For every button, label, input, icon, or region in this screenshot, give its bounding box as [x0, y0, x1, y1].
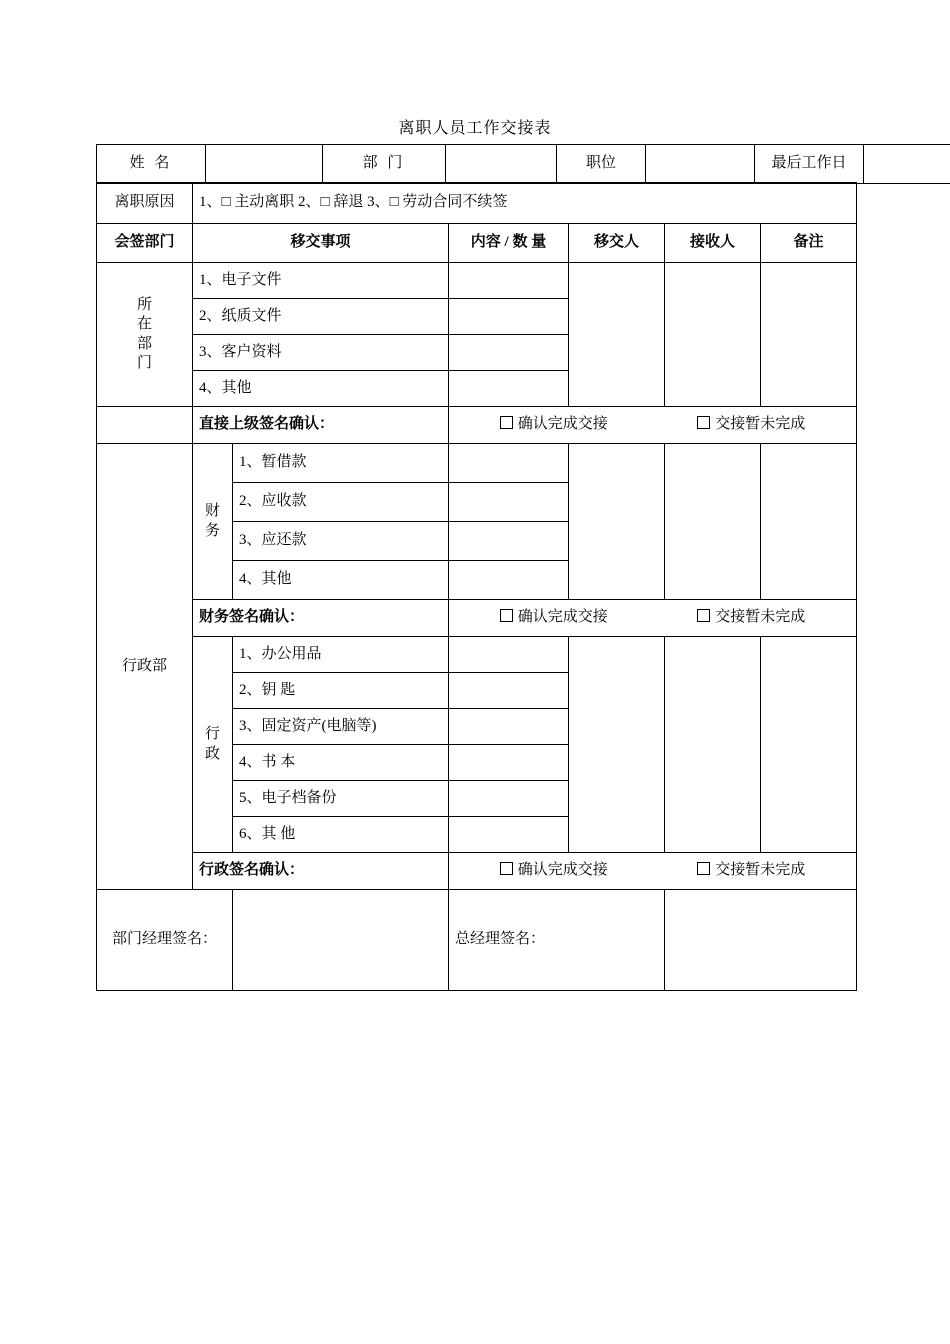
subsection-label-finance-char-1: 财: [204, 503, 220, 519]
checkbox-icon[interactable]: [500, 862, 513, 875]
admin-item-1-qty[interactable]: [449, 637, 569, 673]
section-label-department-char-4: 门: [136, 355, 152, 371]
dept-item-2: 2、纸质文件: [193, 299, 449, 335]
col-countersign-dept: 会签部门: [97, 224, 193, 263]
name-value[interactable]: [206, 145, 323, 184]
dept-item-2-qty[interactable]: [449, 299, 569, 335]
general-manager-signature-label: 总经理签名：: [449, 890, 665, 991]
admin-confirm-done[interactable]: [500, 861, 608, 881]
col-content-qty: 内容 / 数 量: [449, 224, 569, 263]
last-work-day-value[interactable]: [864, 145, 950, 184]
finance-confirm-options: [449, 600, 857, 637]
reason-options[interactable]: 1、□ 主动离职 2、□ 辞退 3、□ 劳动合同不续签: [193, 183, 857, 224]
checkbox-icon[interactable]: [697, 862, 710, 875]
section-label-department: [97, 263, 193, 407]
admin-item-5: 5、电子档备份: [233, 781, 449, 817]
table-row-finance-confirm: [97, 600, 857, 637]
section-label-department-char-3: 部: [136, 335, 152, 352]
subsection-label-administration-char-1: 行: [204, 726, 220, 742]
admin-item-4-qty[interactable]: [449, 745, 569, 781]
finance-item-3: 3、应还款: [233, 522, 449, 561]
dept-manager-signature-value[interactable]: [233, 890, 449, 991]
finance-confirm-pending-label: 交接暂未完成: [715, 609, 806, 626]
col-receiver: 接收人: [665, 224, 761, 263]
dept-receiver[interactable]: [665, 263, 761, 407]
name-label: 姓 名: [97, 145, 206, 184]
subsection-label-finance-char-2: 务: [204, 522, 220, 539]
dept-item-1: 1、电子文件: [193, 263, 449, 299]
checkbox-icon[interactable]: [500, 609, 513, 622]
finance-confirm-pending[interactable]: [697, 608, 805, 628]
finance-item-1: 1、暂借款: [233, 444, 449, 483]
dept-item-4-qty[interactable]: [449, 371, 569, 407]
table-row-admin-item: [97, 637, 857, 673]
table-row-column-headers: [97, 224, 857, 263]
admin-confirm-pending-label: 交接暂未完成: [715, 862, 806, 879]
dept-manager-signature-label: 部门经理签名：: [97, 890, 233, 991]
dept-item-3: 3、客户资料: [193, 335, 449, 371]
dept-confirm-label: 直接上级签名确认：: [193, 407, 449, 444]
finance-confirm-label: 财务签名确认：: [193, 600, 449, 637]
dept-confirm-pending-label: 交接暂未完成: [715, 416, 806, 433]
admin-item-6: 6、其 他: [233, 817, 449, 853]
dept-item-3-qty[interactable]: [449, 335, 569, 371]
table-row-reason: [97, 183, 857, 224]
col-handover-person: 移交人: [569, 224, 665, 263]
dept-confirm-pending[interactable]: [697, 415, 805, 435]
checkbox-icon[interactable]: [500, 416, 513, 429]
dept-handover-person[interactable]: [569, 263, 665, 407]
admin-remarks[interactable]: [761, 637, 857, 853]
checkbox-icon[interactable]: [697, 416, 710, 429]
dept-confirm-done-label: 确认完成交接: [517, 416, 608, 433]
handover-form-body: [96, 182, 857, 991]
admin-item-3: 3、固定资产(电脑等): [233, 709, 449, 745]
admin-item-2: 2、钥 匙: [233, 673, 449, 709]
admin-item-3-qty[interactable]: [449, 709, 569, 745]
department-label: 部 门: [323, 145, 446, 184]
finance-item-1-qty[interactable]: [449, 444, 569, 483]
subsection-label-administration-char-2: 政: [204, 745, 220, 762]
dept-item-1-qty[interactable]: [449, 263, 569, 299]
position-label: 职位: [557, 145, 646, 184]
admin-confirm-pending[interactable]: [697, 861, 805, 881]
page-title: 离职人员工作交接表: [398, 120, 552, 137]
finance-item-4: 4、其他: [233, 561, 449, 600]
handover-form-table: [96, 144, 950, 184]
admin-confirm-done-label: 确认完成交接: [517, 862, 608, 879]
reason-label: 离职原因: [97, 183, 193, 224]
finance-confirm-done-label: 确认完成交接: [517, 609, 608, 626]
dept-remarks[interactable]: [761, 263, 857, 407]
admin-item-2-qty[interactable]: [449, 673, 569, 709]
finance-receiver[interactable]: [665, 444, 761, 600]
finance-remarks[interactable]: [761, 444, 857, 600]
department-value[interactable]: [446, 145, 557, 184]
last-work-day-label: 最后工作日: [755, 145, 864, 184]
finance-handover-person[interactable]: [569, 444, 665, 600]
dept-item-4: 4、其他: [193, 371, 449, 407]
finance-item-3-qty[interactable]: [449, 522, 569, 561]
admin-item-1: 1、办公用品: [233, 637, 449, 673]
dept-confirm-options: [449, 407, 857, 444]
admin-item-5-qty[interactable]: [449, 781, 569, 817]
finance-item-2: 2、应收款: [233, 483, 449, 522]
table-row-signatures: [97, 890, 857, 991]
admin-item-6-qty[interactable]: [449, 817, 569, 853]
dept-confirm-done[interactable]: [500, 415, 608, 435]
admin-receiver[interactable]: [665, 637, 761, 853]
table-row-header-info: [97, 145, 950, 184]
subsection-label-finance: [193, 444, 233, 600]
finance-item-4-qty[interactable]: [449, 561, 569, 600]
admin-handover-person[interactable]: [569, 637, 665, 853]
table-row-finance-item: [97, 444, 857, 483]
general-manager-signature-value[interactable]: [665, 890, 857, 991]
finance-confirm-done[interactable]: [500, 608, 608, 628]
admin-item-4: 4、书 本: [233, 745, 449, 781]
section-label-department-char-2: 在: [136, 316, 152, 332]
admin-confirm-label: 行政签名确认：: [193, 853, 449, 890]
section-label-department-char-1: 所: [136, 296, 152, 313]
dept-confirm-spacer: [97, 407, 193, 444]
position-value[interactable]: [646, 145, 755, 184]
table-row-dept-confirm: [97, 407, 857, 444]
subsection-label-administration: [193, 637, 233, 853]
table-row-admin-confirm: [97, 853, 857, 890]
admin-confirm-options: [449, 853, 857, 890]
col-handover-items: 移交事项: [193, 224, 449, 263]
col-remarks: 备注: [761, 224, 857, 263]
table-row-dept-item: [97, 263, 857, 299]
finance-item-2-qty[interactable]: [449, 483, 569, 522]
checkbox-icon[interactable]: [697, 609, 710, 622]
section-label-admin: 行政部: [97, 444, 193, 890]
